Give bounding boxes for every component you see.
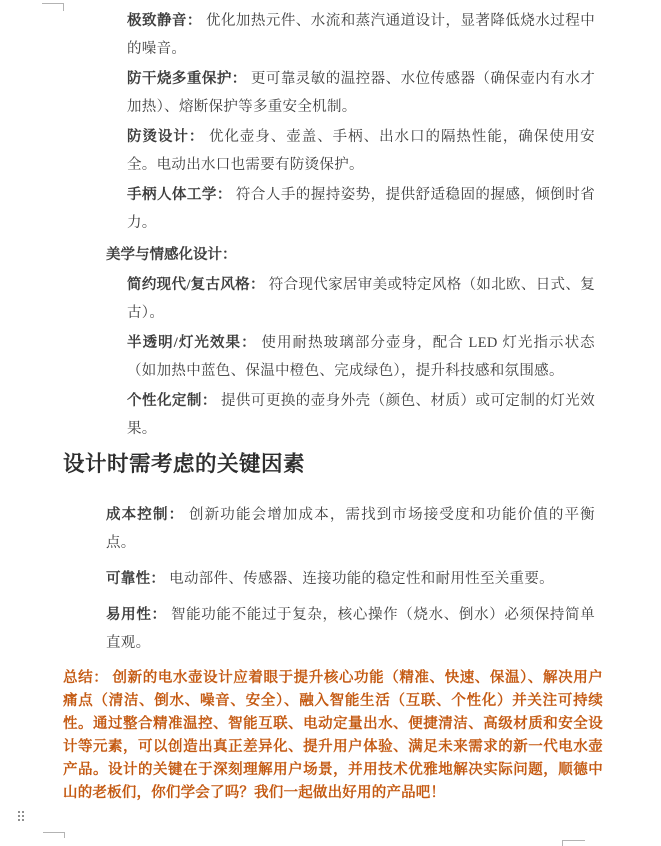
feature-item-dryburn [127, 65, 595, 121]
feature-item-quiet-label: 极致静音： [127, 13, 202, 29]
page-margin-mark-bottom-left [43, 832, 65, 838]
feature-item-antiscald-label: 防烫设计： [127, 129, 205, 145]
aesthetics-item-custom-text: 提供可更换的壶身外壳（颜色、材质）或可定制的灯光效果。 [127, 393, 595, 437]
factor-item-usability-text: 智能功能不能过于复杂，核心操作（烧水、倒水）必须保持简单直观。 [106, 607, 595, 651]
feature-item-ergonomics-text: 符合人手的握持姿势，提供舒适稳固的握感，倾倒时省力。 [127, 187, 595, 231]
feature-item-quiet [127, 7, 595, 63]
page-margin-mark-bottom-right [562, 840, 585, 846]
feature-item-dryburn-label: 防干烧多重保护： [127, 71, 247, 87]
dot [22, 811, 24, 813]
feature-item-ergonomics [127, 181, 595, 237]
aesthetics-item-style-text: 符合现代家居审美或特定风格（如北欧、日式、复古）。 [127, 277, 595, 321]
section-heading: 设计时需考虑的关键因素 [63, 452, 306, 476]
dot [22, 819, 24, 821]
summary-text: 创新的电水壶设计应着眼于提升核心功能（精准、快速、保温）、解决用户痛点（清洁、倒水、噪音、安全）、融入智能生活（互联、个性化）并关注可持续性。通过整合精准温控、智能互联、电动定量出水、便捷清洁、高级材质和安全设计等元素，可以创造出真正差异化、提升用户体验、满足未来需求的新一代电水壶产品。设计的关键在于深刻理解用户场景，并用技术优雅地解决实际问题，顺德中山的老板们，你们学会了吗？我们一起做出好用的产品吧！ [63, 670, 604, 801]
factor-item-cost-label: 成本控制： [106, 507, 185, 523]
summary-label: 总结： [63, 670, 109, 686]
aesthetics-item-style [127, 271, 595, 327]
drag-handle-dots-icon[interactable] [18, 811, 24, 821]
feature-item-dryburn-text: 更可靠灵敏的温控器、水位传感器（确保壶内有水才加热）、熔断保护等多重安全机制。 [127, 71, 595, 115]
dot [22, 815, 24, 817]
aesthetics-section-header: 美学与情感化设计： [106, 247, 237, 263]
feature-item-antiscald-text: 优化壶身、壶盖、手柄、出水口的隔热性能，确保使用安全。电动出水口也需要有防烫保护。 [127, 129, 595, 173]
aesthetics-item-light-text: 使用耐热玻璃部分壶身，配合 LED 灯光指示状态（如加热中蓝色、保温中橙色、完成绿色），提升科技感和氛围感。 [127, 335, 595, 379]
aesthetics-item-light [127, 329, 595, 385]
factor-item-cost [106, 501, 595, 557]
feature-item-quiet-text: 优化加热元件、水流和蒸汽通道设计，显著降低烧水过程中的噪音。 [127, 13, 595, 57]
aesthetics-item-style-label: 简约现代/复古风格： [127, 277, 265, 293]
feature-item-ergonomics-label: 手柄人体工学： [127, 187, 232, 203]
aesthetics-item-light-label: 半透明/灯光效果： [127, 335, 257, 351]
aesthetics-item-custom-label: 个性化定制： [127, 393, 217, 409]
dot [18, 811, 20, 813]
aesthetics-item-custom [127, 387, 595, 443]
factor-item-reliability-text: 电动部件、传感器、连接功能的稳定性和耐用性至关重要。 [169, 571, 554, 587]
factor-item-cost-text: 创新功能会增加成本，需找到市场接受度和功能价值的平衡点。 [106, 507, 595, 551]
feature-item-antiscald [127, 123, 595, 179]
page-margin-mark-top-left [42, 3, 64, 11]
factor-item-usability [106, 601, 595, 657]
summary-paragraph [63, 667, 603, 805]
dot [18, 815, 20, 817]
dot [18, 819, 20, 821]
factor-item-reliability-label: 可靠性： [106, 571, 166, 587]
factor-item-usability-label: 易用性： [106, 607, 167, 623]
factor-item-reliability [106, 565, 595, 593]
